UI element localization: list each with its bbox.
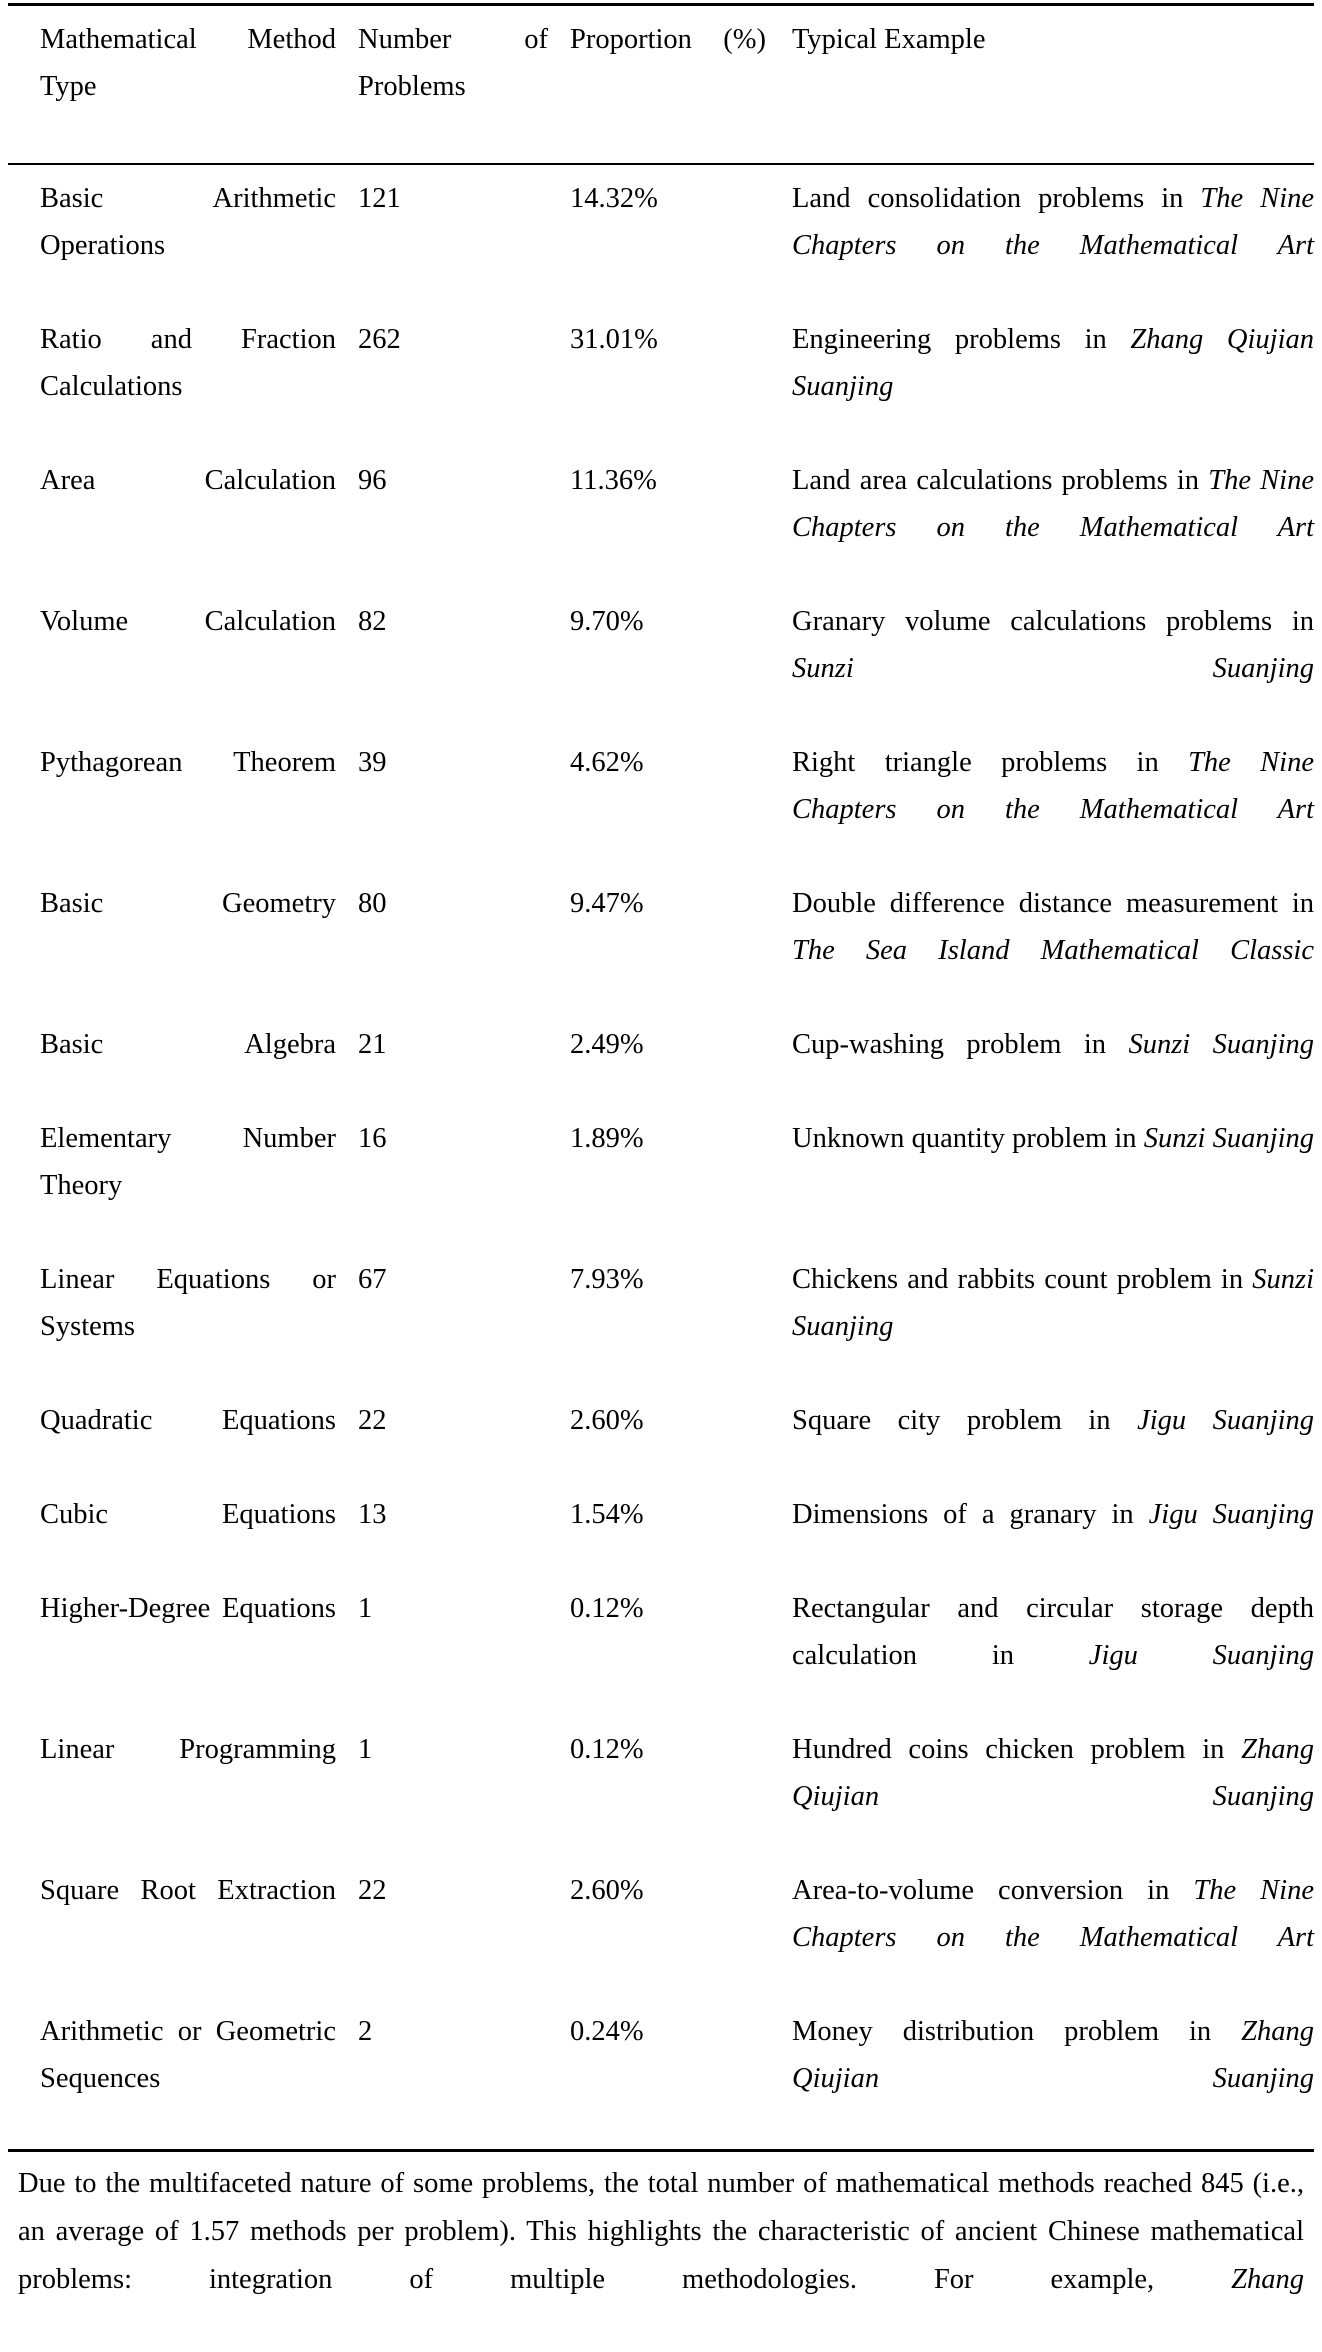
book-title-italic: Zhang Qiujian Suanjing [792,1734,1314,1812]
method-type-text: Pythagorean Theorem [40,747,336,778]
method-type-text: Arithmetic or Geometric Sequences [40,2016,336,2094]
typical-example-text: Money distribution problem in Zhang Qiujian Suanjing [792,2016,1314,2094]
book-title-italic: Jigu Suanjing [1088,1640,1314,1671]
number-of-problems-text: 2 [358,2016,373,2047]
header-label-number: Number of Problems [358,24,548,102]
typical-example-text: Area-to-volume conversion in The Nine Chapters on the Mathematical Art [792,1875,1314,1953]
cell-number-of-problems [336,1867,548,2008]
cell-number-of-problems [336,457,548,598]
proportion-text: 1.89% [570,1123,644,1154]
table-row [18,1115,1304,1256]
table-note-text: Due to the multifaceted nature of some problems, the total number of mathematical methods reached 845 (i.e., an average of 1.57 methods per problem). This highlights the characteristic of ancient Chinese mathematical problems: integration of multiple methodologies. For example, [18,2168,1304,2295]
table-row [18,457,1304,598]
cell-proportion [548,739,766,880]
table-note [18,2152,1304,2352]
typical-example-text: Granary volume calculations problems in Sunzi Suanjing [792,606,1314,684]
book-title-italic: Zhang Qiujian Suanjing [792,324,1314,402]
method-type-text: Quadratic Equations [40,1405,336,1436]
table-row [18,1256,1304,1397]
cell-number-of-problems [336,1491,548,1585]
table-row [18,1491,1304,1585]
header-label-proportion: Proportion (%) [570,24,766,55]
typical-example-text: Engineering problems in Zhang Qiujian Suanjing [792,324,1314,402]
book-title-italic: The Nine Chapters on the Mathematical Art [792,747,1314,825]
cell-number-of-problems [336,1726,548,1867]
method-type-text: Basic Algebra [40,1029,336,1060]
proportion-text: 9.70% [570,606,644,637]
cell-method-type [18,1021,336,1115]
cell-number-of-problems [336,739,548,880]
method-type-text: Ratio and Fraction Calculations [40,324,336,402]
cell-number-of-problems [336,1585,548,1726]
table-header [18,6,1304,163]
table-page [0,3,1322,2295]
table-body [18,165,1315,2149]
table-row [18,1397,1304,1491]
cell-typical-example [766,598,1314,739]
number-of-problems-text: 16 [358,1123,387,1154]
cell-number-of-problems [336,2008,548,2149]
proportion-text: 11.36% [570,465,657,496]
book-title-italic: Sunzi Suanjing [1128,1029,1314,1060]
proportion-text: 0.12% [570,1593,644,1624]
proportion-text: 4.62% [570,747,644,778]
cell-typical-example [766,1256,1314,1397]
cell-number-of-problems [336,1115,548,1256]
cell-proportion [548,316,766,457]
book-title-italic: The Sea Island Mathematical Classic [792,935,1314,966]
proportion-text: 2.60% [570,1875,644,1906]
cell-typical-example [766,457,1314,598]
cell-proportion [548,1726,766,1867]
math-method-table [18,6,1304,163]
method-type-text: Basic Geometry [40,888,336,919]
cell-proportion [548,165,766,316]
number-of-problems-text: 80 [358,888,387,919]
cell-number-of-problems [336,598,548,739]
table-row [18,316,1304,457]
cell-typical-example [766,880,1314,1021]
math-method-table-body [18,165,1315,2149]
cell-typical-example [766,1397,1314,1491]
method-type-text: Linear Programming [40,1734,336,1765]
cell-number-of-problems [336,316,548,457]
header-label-method-type: Mathematical Method Type [40,24,336,102]
header-cell-proportion [548,6,766,163]
cell-typical-example [766,1726,1314,1867]
table-row [18,165,1304,316]
number-of-problems-text: 262 [358,324,401,355]
proportion-text: 0.12% [570,1734,644,1765]
cell-proportion [548,1867,766,2008]
cell-typical-example [766,739,1314,880]
book-title-italic: The Nine Chapters on the Mathematical Art [792,465,1314,543]
cell-method-type [18,1256,336,1397]
number-of-problems-text: 39 [358,747,387,778]
header-cell-number [336,6,548,163]
cell-typical-example [766,1867,1314,2008]
cell-method-type [18,1867,336,2008]
table-row [18,1867,1304,2008]
cell-method-type [18,739,336,880]
book-title-italic: Sunzi Suanjing [792,1264,1314,1342]
cell-typical-example [766,1585,1314,1726]
cell-proportion [548,1256,766,1397]
method-type-text: Elementary Number Theory [40,1123,336,1201]
number-of-problems-text: 121 [358,183,401,214]
table-row [18,880,1304,1021]
number-of-problems-text: 21 [358,1029,387,1060]
typical-example-text: Dimensions of a granary in Jigu Suanjing [792,1499,1315,1530]
number-of-problems-text: 96 [358,465,387,496]
typical-example-text: Square city problem in Jigu Suanjing [792,1405,1314,1436]
cell-proportion [548,1115,766,1256]
number-of-problems-text: 22 [358,1405,387,1436]
number-of-problems-text: 13 [358,1499,387,1530]
cell-method-type [18,1585,336,1726]
table-row [18,739,1304,880]
book-title-italic: Sunzi Suanjing [1143,1123,1314,1154]
cell-method-type [18,598,336,739]
typical-example-text: Chickens and rabbits count problem in Sunzi Suanjing [792,1264,1314,1342]
cell-number-of-problems [336,880,548,1021]
cell-number-of-problems [336,1256,548,1397]
cell-proportion [548,1021,766,1115]
proportion-text: 1.54% [570,1499,644,1530]
header-cell-method-type [18,6,336,163]
method-type-text: Linear Equations or Systems [40,1264,336,1342]
cell-method-type [18,1397,336,1491]
proportion-text: 7.93% [570,1264,644,1295]
number-of-problems-text: 67 [358,1264,387,1295]
cell-proportion [548,880,766,1021]
cell-typical-example [766,1021,1314,1115]
table-row [18,1585,1304,1726]
header-label-example: Typical Example [792,24,986,55]
typical-example-text: Unknown quantity problem in Sunzi Suanjing [792,1123,1314,1154]
book-title-italic: Jigu Suanjing [1148,1499,1315,1530]
table-row [18,1021,1304,1115]
cell-method-type [18,457,336,598]
typical-example-text: Land area calculations problems in The Nine Chapters on the Mathematical Art [792,465,1314,543]
cell-number-of-problems [336,1021,548,1115]
book-title-italic: The Nine Chapters on the Mathematical Art [792,1875,1314,1953]
cell-method-type [18,2008,336,2149]
cell-typical-example [766,165,1315,316]
number-of-problems-text: 1 [358,1593,373,1624]
method-type-text: Basic Arithmetic Operations [40,183,336,261]
typical-example-text: Right triangle problems in The Nine Chapters on the Mathematical Art [792,747,1314,825]
cell-method-type [18,880,336,1021]
proportion-text: 31.01% [570,324,658,355]
typical-example-text: Double difference distance measurement in The Sea Island Mathematical Classic [792,888,1314,966]
cell-typical-example [766,316,1314,457]
typical-example-text: Rectangular and circular storage depth calculation in Jigu Suanjing [792,1593,1314,1671]
book-title-italic: The Nine Chapters on the Mathematical Art [792,183,1315,261]
table-note-paragraph [18,2160,1304,2352]
method-type-text: Area Calculation [40,465,336,496]
cell-typical-example [766,2008,1314,2149]
method-type-text: Volume Calculation [40,606,336,637]
table-row [18,2008,1304,2149]
cell-method-type [18,1726,336,1867]
cell-method-type [18,165,336,316]
cell-proportion [548,457,766,598]
cell-method-type [18,1115,336,1256]
book-title-italic: Jigu Suanjing [1137,1405,1314,1436]
cell-proportion [548,2008,766,2149]
table-header-row [18,6,1304,163]
proportion-text: 2.49% [570,1029,644,1060]
cell-proportion [548,1397,766,1491]
header-cell-example [766,6,1304,163]
method-type-text: Higher-Degree Equations [40,1593,336,1624]
cell-typical-example [766,1491,1315,1585]
cell-proportion [548,1585,766,1726]
book-title-italic: Zhang Qiujian Suanjing [792,2016,1314,2094]
method-type-text: Cubic Equations [40,1499,336,1530]
cell-proportion [548,1491,766,1585]
number-of-problems-text: 22 [358,1875,387,1906]
proportion-text: 2.60% [570,1405,644,1436]
proportion-text: 14.32% [570,183,658,214]
number-of-problems-text: 1 [358,1734,373,1765]
table-row [18,598,1304,739]
table-note-italic-title: Zhang [1231,2264,1304,2295]
book-title-italic: Sunzi Suanjing [792,653,1314,684]
cell-method-type [18,316,336,457]
typical-example-text: Hundred coins chicken problem in Zhang Qiujian Suanjing [792,1734,1314,1812]
cell-proportion [548,598,766,739]
number-of-problems-text: 82 [358,606,387,637]
cell-method-type [18,1491,336,1585]
proportion-text: 0.24% [570,2016,644,2047]
typical-example-text: Land consolidation problems in The Nine Chapters on the Mathematical Art [792,183,1315,261]
typical-example-text: Cup-washing problem in Sunzi Suanjing [792,1029,1314,1060]
cell-number-of-problems [336,165,548,316]
proportion-text: 9.47% [570,888,644,919]
cell-typical-example [766,1115,1314,1256]
method-type-text: Square Root Extraction [40,1875,336,1906]
table-row [18,1726,1304,1867]
cell-number-of-problems [336,1397,548,1491]
